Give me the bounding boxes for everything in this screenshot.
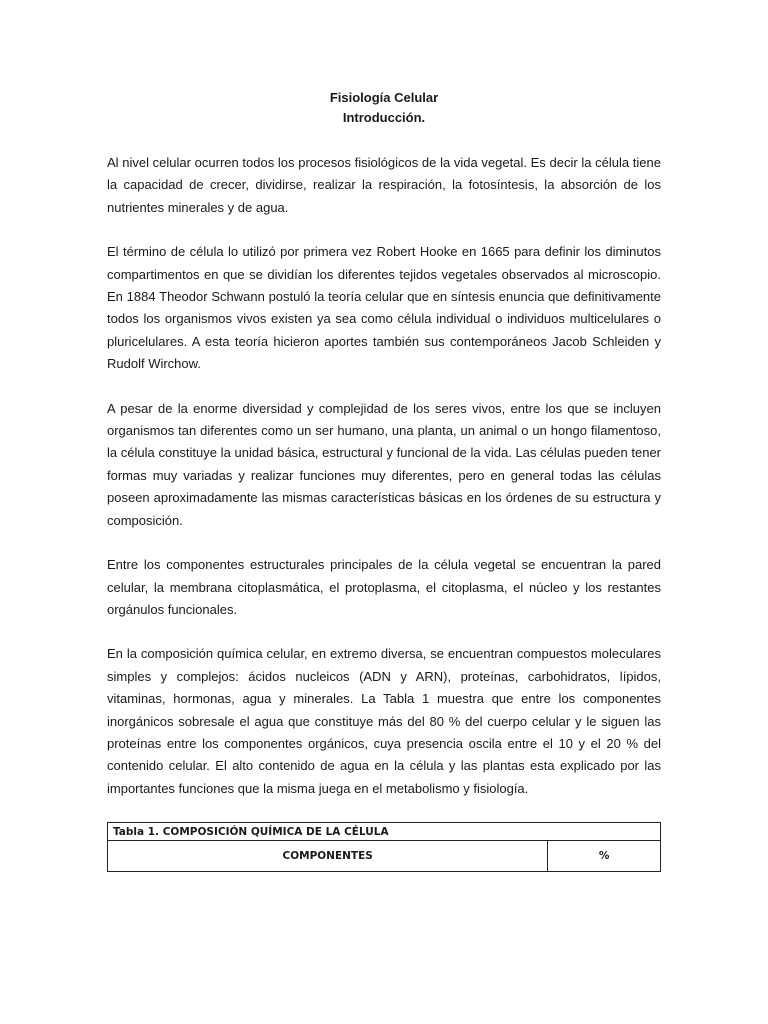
paragraph: Entre los componentes estructurales principales de la célula vegetal se encuentran la pared celular, la membrana citoplasmática, el protoplasma, el citoplasma, el núcleo y los restantes orgánulos funcionales.	[107, 557, 661, 617]
paragraph: En la composición química celular, en extremo diversa, se encuentran compuestos moleculares simples y complejos: ácidos nucleicos (ADN y ARN), proteínas, carbohidratos, lípidos, vitaminas, hormonas, agua y minerales. La Tabla 1 muestra que entre los componentes inorgánicos sobresale el agua que constituye más del 80 % del cuerpo celular y le siguen las proteínas entre los componentes orgánicos, cuya presencia oscila entre el 10 y el 20 % del contenido celular. El alto contenido de agua en la célula y las plantas esta explicado por las importantes funciones que la misma juega en el metabolismo y fisiología.	[107, 646, 661, 796]
document-page	[107, 88, 661, 872]
document-subtitle: Introducción.	[342, 110, 426, 125]
table-caption: Tabla 1. COMPOSICIÓN QUÍMICA DE LA CÉLULA	[108, 823, 661, 841]
composition-table	[107, 822, 661, 872]
table-caption-row	[108, 823, 661, 841]
paragraph: A pesar de la enorme diversidad y complejidad de los seres vivos, entre los que se incluyen organismos tan diferentes como un ser humano, una planta, un animal o un hongo filamentoso, la célula constituye la unidad básica, estructural y funcional de la vida. Las células pueden tener formas muy variadas y realizar funciones muy diferentes, pero en general todas las células poseen aproximadamente las mismas características básicas en los órdenes de su estructura y composición.	[107, 400, 661, 528]
document-title: Fisiología Celular	[329, 90, 439, 105]
column-header-percent: %	[548, 841, 661, 872]
paragraph: El término de célula lo utilizó por primera vez Robert Hooke en 1665 para definir los diminutos compartimentos en que se dividían los diferentes tejidos vegetales observados al microscopio. En 1884 Theodor Schwann postuló la teoría celular que en síntesis enuncia que definitivamente todos los organismos vivos existen ya sea como célula individual o individuos multicelulares o pluricelulares. A esta teoría hicieron aportes también sus contemporáneos Jacob Schleiden y Rudolf Wirchow.	[107, 244, 661, 372]
title-block	[107, 88, 661, 128]
paragraph: Al nivel celular ocurren todos los procesos fisiológicos de la vida vegetal. Es decir la célula tiene la capacidad de crecer, dividirse, realizar la respiración, la fotosíntesis, la absorción de los nutrientes minerales y de agua.	[107, 155, 661, 215]
table-header-row	[108, 841, 661, 872]
column-header-components: COMPONENTES	[108, 841, 548, 872]
